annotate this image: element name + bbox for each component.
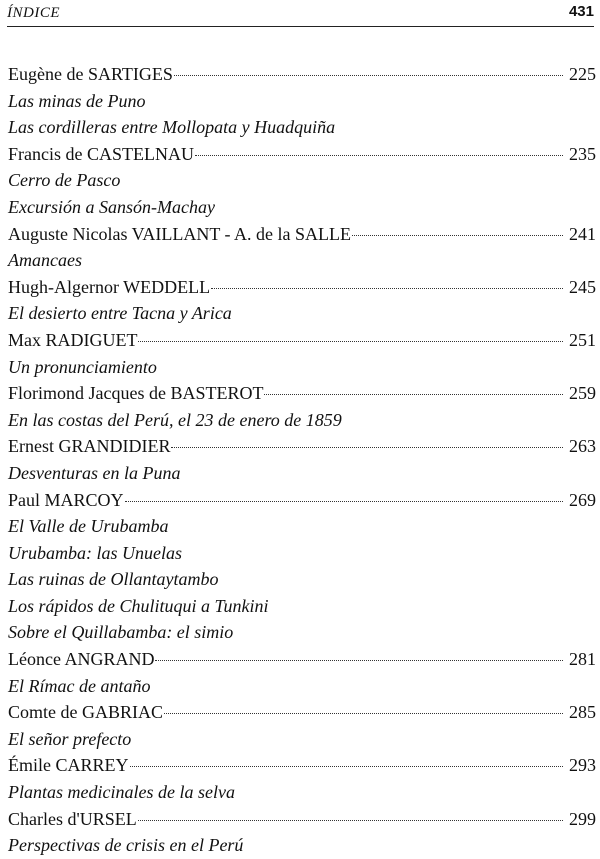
- dot-leader: [195, 154, 563, 156]
- toc-work-title: En las costas del Perú, el 23 de enero de 1859: [8, 409, 342, 430]
- dot-leader: [138, 819, 563, 821]
- toc-work-title: Urubamba: las Unuelas: [8, 542, 182, 563]
- toc-author-entry: [8, 646, 596, 673]
- toc-work-title: El desierto entre Tacna y Arica: [8, 303, 232, 324]
- running-title: ÍNDICE: [7, 5, 60, 21]
- toc-work-title: Un pronunciamiento: [8, 356, 157, 377]
- dot-leader: [174, 74, 563, 76]
- toc-work-title: Amancaes: [8, 250, 82, 271]
- toc-work-title: Cerro de Pasco: [8, 170, 121, 191]
- author-name: Eugène de SARTIGES: [8, 64, 173, 84]
- toc-work-title: El Valle de Urubamba: [8, 516, 169, 537]
- toc-work-title: Las cordilleras entre Mollopata y Huadquiña: [8, 117, 336, 138]
- toc-work-title: Plantas medicinales de la selva: [8, 782, 235, 803]
- toc-work-title: Las minas de Puno: [8, 90, 146, 111]
- dot-leader: [264, 393, 563, 395]
- author-name: Auguste Nicolas VAILLANT - A. de la SALLE: [8, 223, 351, 244]
- page-number: 431: [568, 3, 594, 20]
- toc-author-entry: [8, 487, 596, 514]
- toc-work-title: Sobre el Quillabamba: el simio: [8, 622, 234, 643]
- toc-work-title: Excursión a Sansón-Machay: [8, 196, 215, 217]
- page-reference: 245: [569, 276, 596, 297]
- author-name: Paul MARCOY: [8, 489, 124, 510]
- page-reference: 293: [569, 755, 596, 776]
- author-name: Ernest GRANDIDIER: [8, 436, 171, 457]
- toc-work-title: El señor prefecto: [8, 728, 132, 749]
- dot-leader: [138, 340, 563, 342]
- running-header: [7, 2, 594, 27]
- page-reference: 241: [569, 223, 596, 244]
- author-name: Charles d'URSEL: [8, 808, 137, 829]
- page-reference: 299: [569, 808, 596, 829]
- page-reference: 285: [569, 702, 596, 723]
- toc-author-entry: [8, 61, 596, 88]
- author-name: Léonce ANGRAND: [8, 649, 155, 670]
- page-reference: 225: [569, 64, 596, 84]
- dot-leader: [130, 765, 564, 767]
- page-reference: 251: [569, 329, 596, 350]
- page-reference: 235: [569, 143, 596, 164]
- toc-author-entry: [8, 699, 596, 726]
- page-reference: 281: [569, 649, 596, 670]
- page-reference: 259: [569, 383, 596, 404]
- toc-work-title: Los rápidos de Chulituqui a Tunkini: [8, 595, 269, 616]
- dot-leader: [164, 712, 563, 714]
- dot-leader: [211, 287, 563, 289]
- author-name: Comte de GABRIAC: [8, 702, 163, 723]
- author-name: Max RADIGUET: [8, 329, 138, 350]
- toc-work-title: Las ruinas de Ollantaytambo: [8, 569, 219, 590]
- toc-author-entry: [8, 433, 596, 460]
- dot-leader: [352, 234, 563, 236]
- toc-author-entry: [8, 221, 596, 248]
- author-name: Hugh-Algernor WEDDELL: [8, 276, 211, 297]
- table-of-contents: [8, 61, 596, 859]
- page-reference: 269: [569, 489, 596, 510]
- toc-author-entry: [8, 327, 596, 354]
- toc-work-title: Desventuras en la Puna: [8, 462, 181, 483]
- dot-leader: [171, 446, 563, 448]
- author-name: Francis de CASTELNAU: [8, 143, 194, 164]
- toc-author-entry: [8, 274, 596, 301]
- toc-author-entry: [8, 752, 596, 779]
- toc-author-entry: [8, 141, 596, 168]
- toc-author-entry: [8, 380, 596, 407]
- page-reference: 263: [569, 436, 596, 457]
- toc-author-entry: [8, 806, 596, 833]
- author-name: Florimond Jacques de BASTEROT: [8, 383, 264, 404]
- author-name: Émile CARREY: [8, 755, 129, 776]
- dot-leader: [125, 500, 563, 502]
- toc-work-title: Perspectivas de crisis en el Perú: [8, 835, 244, 856]
- toc-work-title: El Rímac de antaño: [8, 675, 151, 696]
- dot-leader: [155, 659, 563, 661]
